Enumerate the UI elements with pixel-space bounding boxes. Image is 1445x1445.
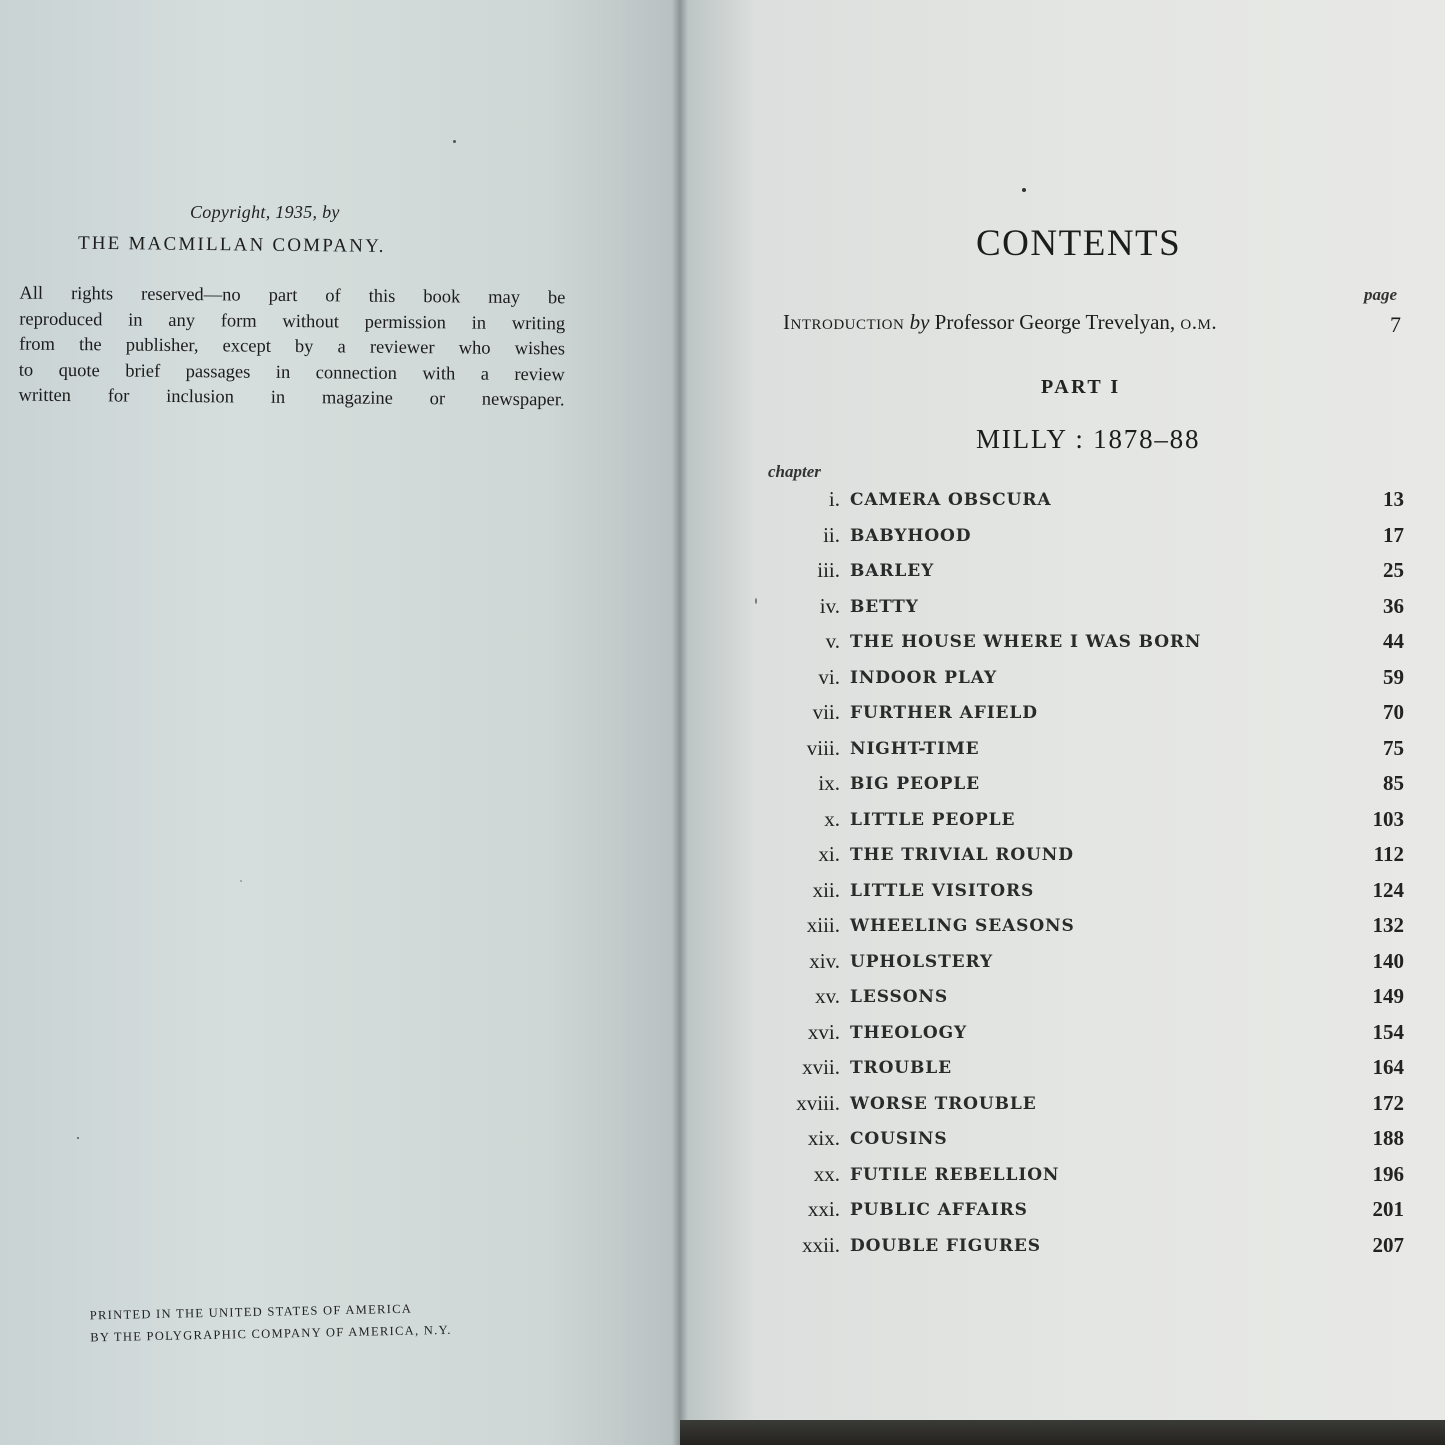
chapter-page-number: 75 [1383,735,1404,760]
chapter-title: THEOLOGY [850,1022,968,1043]
toc-chapter-row [760,629,1410,659]
toc-chapter-row [760,700,1410,730]
chapter-title: INDOOR PLAY [850,667,998,688]
toc-chapter-row [760,878,1410,908]
chapter-number: xiii. [806,913,840,937]
toc-chapter-row [760,1126,1410,1156]
chapter-page-number: 172 [1372,1090,1404,1115]
chapter-number: viii. [806,735,840,760]
chapter-number: x. [824,806,840,831]
toc-chapter-row [760,984,1410,1014]
chapter-page-number: 36 [1383,593,1404,618]
chapter-page-number: 25 [1383,558,1404,582]
chapter-title: BIG PEOPLE [850,774,981,794]
chapter-title: LITTLE VISITORS [850,880,1035,901]
chapter-title: WHEELING SEASONS [850,916,1075,936]
chapter-number: xxi. [807,1197,840,1221]
chapter-number: xix. [807,1126,840,1150]
table-surface [680,1420,1445,1445]
rights-line: to quote brief passages in connection with a review [18,360,565,385]
chapter-title: THE HOUSE WHERE I WAS BORN [850,632,1202,652]
toc-chapter-row [760,665,1410,695]
chapter-page-number: 44 [1383,629,1404,653]
toc-chapter-row [760,594,1410,624]
toc-chapter-row [760,842,1410,872]
printer-line: PRINTED IN THE UNITED STATES OF AMERICA [89,1301,413,1323]
chapter-title: UPHOLSTERY [850,951,994,972]
chapter-page-number: 103 [1372,806,1404,831]
chapter-page-number: 201 [1372,1197,1404,1221]
chapter-title: FUTILE REBELLION [850,1164,1060,1185]
introduction-by: by [909,310,930,334]
toc-chapter-row [760,807,1410,837]
chapter-number: xii. [812,877,840,902]
chapter-number: v. [825,629,840,653]
chapter-title: CAMERA OBSCURA [850,490,1052,510]
rights-line: All rights reserved—no part of this book may be [19,283,566,309]
contents-heading: CONTENTS [976,223,1182,264]
chapter-number: vii. [812,700,840,724]
part-title: MILLY : 1878–88 [976,424,1201,454]
chapter-page-number: 132 [1372,913,1404,937]
paper-speck [240,880,242,882]
chapter-column-label: chapter [768,462,821,481]
chapter-title: LESSONS [850,987,949,1007]
introduction-honour: o.m. [1180,310,1218,334]
chapter-title: NIGHT-TIME [850,738,980,759]
chapter-number: xv. [815,984,840,1008]
chapter-number: xx. [813,1161,840,1186]
chapter-page-number: 188 [1372,1126,1404,1150]
page-column-label: page [1364,285,1398,304]
toc-chapter-row [760,1233,1410,1263]
publisher-name: THE MACMILLAN COMPANY. [77,232,386,257]
rights-line: written for inclusion in magazine or newspaper. [18,385,565,411]
chapter-number: iii. [817,558,840,582]
chapter-number: iv. [819,593,840,618]
toc-chapter-row [760,1091,1410,1121]
part-heading: PART I [1041,376,1121,398]
printer-line: BY THE POLYGRAPHIC COMPANY OF AMERICA, N.Y. [90,1322,452,1345]
toc-chapter-row [760,1197,1410,1227]
chapter-page-number: 154 [1372,1019,1404,1044]
copyright-notice: Copyright, 1935, by [190,202,340,222]
rights-line: reproduced in any form without permission in writing [19,309,566,334]
chapter-page-number: 13 [1383,487,1404,511]
toc-chapter-row [760,1020,1410,1050]
introduction-entry [783,310,1363,335]
chapter-page-number: 140 [1372,948,1404,973]
toc-chapter-row [760,913,1410,943]
chapter-title: PUBLIC AFFAIRS [850,1200,1028,1220]
paper-speck [1022,188,1026,192]
chapter-page-number: 196 [1372,1161,1404,1186]
toc-chapter-row [760,1162,1410,1192]
toc-chapter-row [760,949,1410,979]
chapter-page-number: 164 [1372,1055,1404,1079]
chapter-title: WORSE TROUBLE [850,1093,1037,1114]
toc-chapter-row [760,487,1410,517]
chapter-number: xxii. [802,1232,840,1257]
chapter-page-number: 70 [1383,700,1404,724]
chapter-title: BETTY [850,596,919,617]
chapter-page-number: 85 [1383,771,1404,795]
introduction-author: Professor George Trevelyan, [934,310,1176,334]
chapter-title: LITTLE PEOPLE [850,809,1016,830]
chapter-page-number: 17 [1383,522,1404,547]
chapter-title: FURTHER AFIELD [850,703,1038,723]
chapter-number: i. [828,487,840,511]
chapter-title: THE TRIVIAL ROUND [850,845,1074,865]
toc-chapter-row [760,736,1410,766]
introduction-label: Introduction [783,310,905,334]
rights-line: from the publisher, except by a reviewer who wishes [18,334,566,360]
chapter-number: xviii. [796,1090,840,1115]
chapter-number: xvi. [807,1019,840,1044]
toc-chapter-row [760,558,1410,588]
paper-speck [77,1137,79,1139]
chapter-page-number: 149 [1372,984,1404,1008]
chapter-title: TROUBLE [850,1058,952,1078]
chapter-title: BABYHOOD [850,525,972,546]
introduction-page-number: 7 [1390,312,1401,337]
toc-chapter-row [760,771,1410,801]
chapter-number: xvii. [802,1055,840,1079]
chapter-page-number: 112 [1373,842,1404,866]
printer-imprint [90,1296,511,1349]
chapter-page-number: 207 [1372,1232,1404,1257]
toc-chapter-row [760,523,1410,553]
toc-chapter-row [760,1055,1410,1085]
rights-statement [18,282,565,414]
book-gutter [672,0,688,1445]
chapter-number: xiv. [809,948,840,973]
chapter-page-number: 59 [1383,664,1404,689]
chapter-number: ix. [818,771,840,795]
chapter-number: ii. [823,522,840,547]
chapter-number: vi. [818,664,840,689]
left-page [0,0,680,1445]
chapter-title: BARLEY [850,561,935,581]
paper-speck [453,140,456,143]
chapter-page-number: 124 [1372,877,1404,902]
chapter-title: COUSINS [850,1129,948,1149]
chapter-number: xi. [818,842,840,866]
chapter-title: DOUBLE FIGURES [850,1235,1041,1256]
